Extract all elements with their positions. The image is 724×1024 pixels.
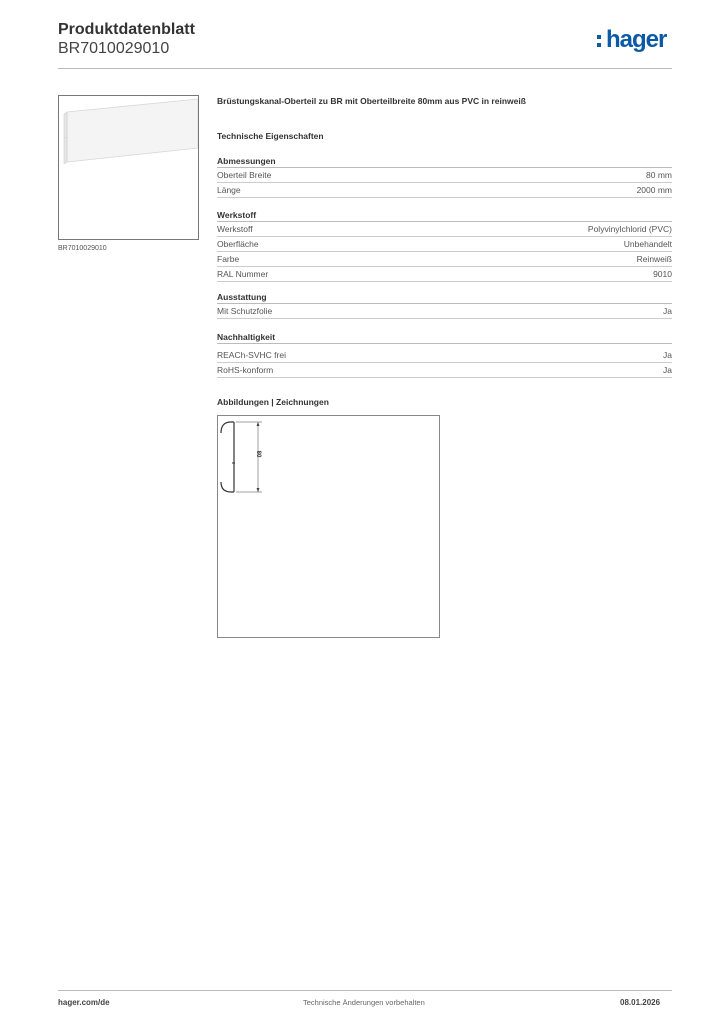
hager-logo (596, 26, 676, 56)
table-row (217, 168, 672, 183)
footer-website-link[interactable]: hager.com/de (58, 998, 110, 1007)
table-row (217, 304, 672, 319)
page-title: Produktdatenblatt (58, 21, 195, 38)
group-title: Ausstattung (217, 291, 672, 304)
row-value: 9010 (653, 269, 672, 279)
logo-text: hager (606, 26, 667, 53)
footer-date: 08.01.2026 (620, 998, 661, 1007)
table-row (217, 222, 672, 237)
row-label: Farbe (217, 254, 240, 264)
group-abmessungen (217, 155, 672, 198)
logo-dot-top (597, 35, 601, 39)
row-value: Ja (663, 365, 672, 375)
technical-drawing (217, 415, 440, 638)
logo-dot-bottom (597, 43, 601, 47)
row-value: Ja (663, 350, 672, 360)
row-value: Polyvinylchlorid (PVC) (587, 224, 672, 234)
row-label: Oberfläche (217, 239, 259, 249)
row-value: Reinweiß (636, 254, 672, 264)
footer-divider (58, 990, 672, 991)
product-image-graphic (59, 96, 199, 240)
group-ausstattung (217, 291, 672, 319)
group-nachhaltigkeit (217, 331, 672, 378)
group-werkstoff (217, 209, 672, 282)
row-value: Ja (663, 306, 672, 316)
row-label: RAL Nummer (217, 269, 269, 279)
product-image (58, 95, 199, 240)
table-row (217, 348, 672, 363)
row-value: 2000 mm (636, 185, 672, 195)
group-title: Abmessungen (217, 155, 672, 168)
row-value: Unbehandelt (623, 239, 672, 249)
row-label: Mit Schutzfolie (217, 306, 273, 316)
row-label: Werkstoff (217, 224, 253, 234)
row-value: 80 mm (646, 170, 672, 180)
product-image-caption: BR7010029010 (58, 245, 107, 252)
row-label: RoHS-konform (217, 365, 274, 375)
group-title: Werkstoff (217, 209, 672, 222)
table-row (217, 183, 672, 198)
dimension-label: 80 (255, 450, 261, 458)
table-row (217, 252, 672, 267)
drawings-heading: Abbildungen | Zeichnungen (217, 397, 329, 407)
group-title: Nachhaltigkeit (217, 331, 672, 344)
row-label: Länge (217, 185, 241, 195)
product-number: BR7010029010 (58, 40, 170, 57)
table-row (217, 237, 672, 252)
product-description: Brüstungskanal-Oberteil zu BR mit Oberteilbreite 80mm aus PVC in reinweiß (217, 96, 526, 106)
row-label: Oberteil Breite (217, 170, 272, 180)
row-label: REACh-SVHC frei (217, 350, 286, 360)
table-row (217, 363, 672, 378)
profile-drawing (218, 416, 439, 637)
footer-notice: Technische Änderungen vorbehalten (303, 998, 425, 1007)
technical-heading: Technische Eigenschaften (217, 131, 324, 141)
header-divider (58, 68, 672, 69)
table-row (217, 267, 672, 282)
